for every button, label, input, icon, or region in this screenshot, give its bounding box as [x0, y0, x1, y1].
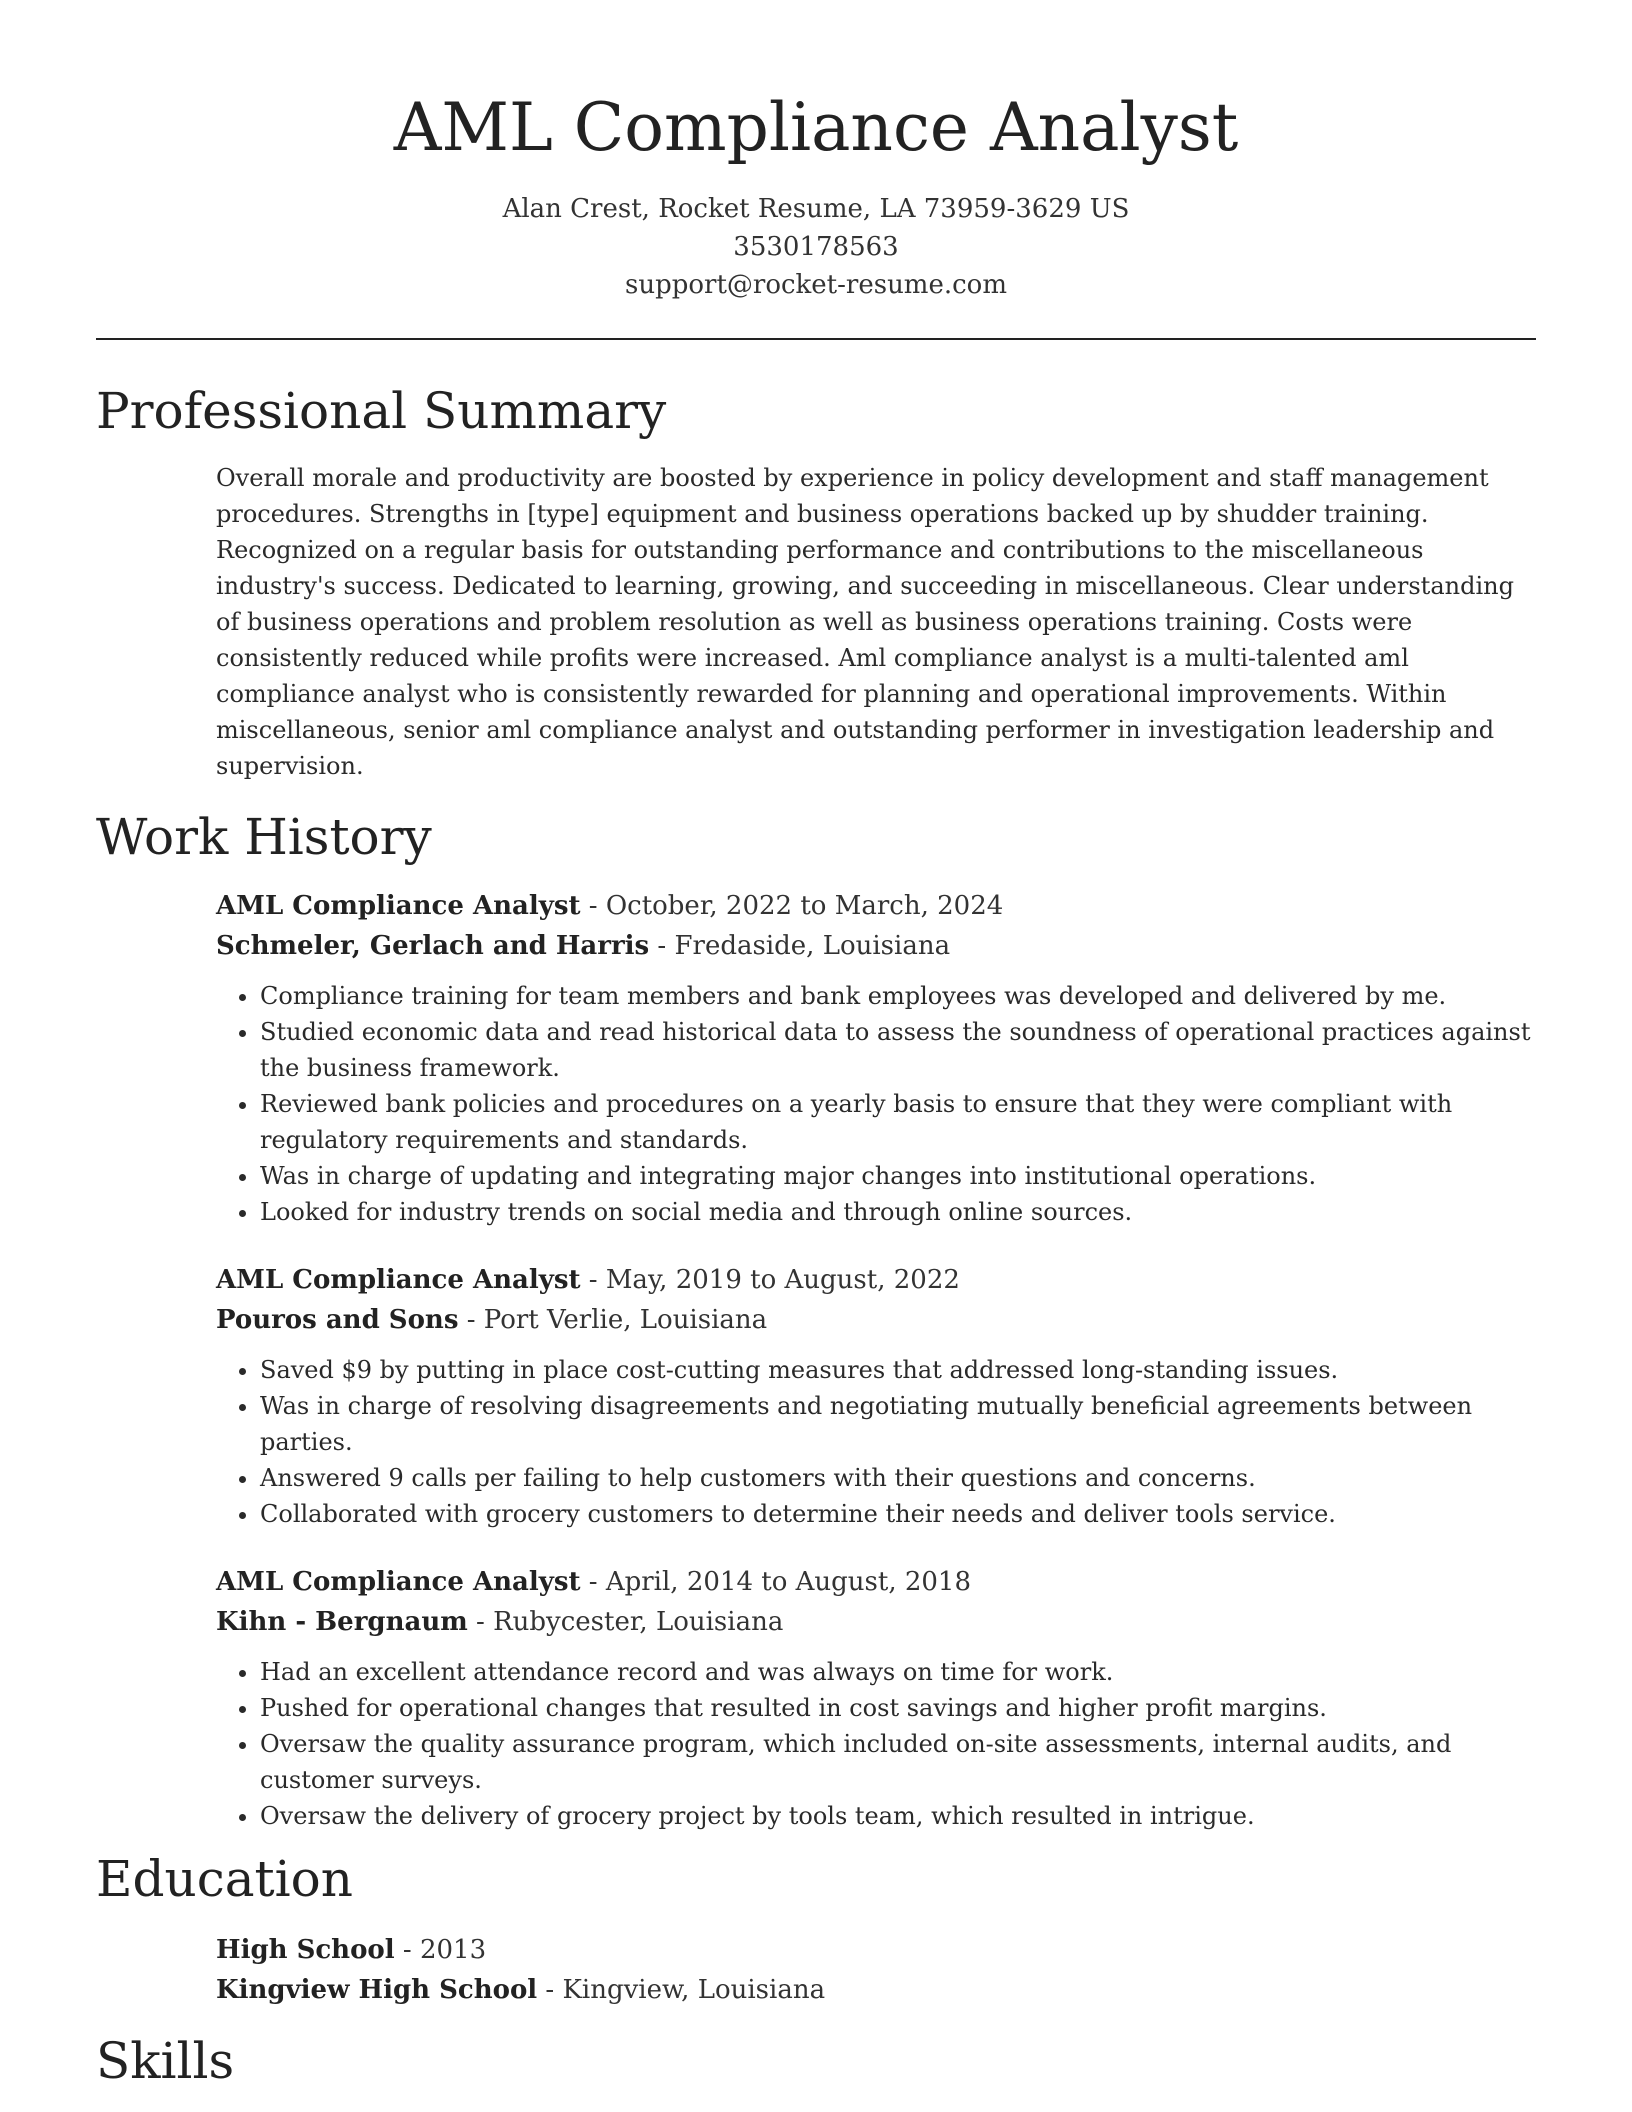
- education-degree: High School: [216, 1935, 395, 1965]
- job-bullet: • Looked for industry trends on social media and through online sources.: [260, 1194, 1536, 1230]
- job-bullet: • Was in charge of resolving disagreements and negotiating mutually beneficial agreements between parties.: [260, 1388, 1536, 1460]
- job-company: Kihn - Bergnaum: [216, 1607, 468, 1637]
- job-location: - Rubycester, Louisiana: [467, 1607, 784, 1637]
- contact-block: [96, 190, 1536, 304]
- job-location: - Port Verlie, Louisiana: [458, 1305, 768, 1335]
- job-bullet: • Pushed for operational changes that resulted in cost savings and higher profit margins.: [260, 1690, 1536, 1726]
- job-company-line: [216, 1602, 1536, 1642]
- education-school-line: [216, 1970, 1536, 2010]
- work-history-list: [216, 886, 1536, 1834]
- job-title: AML Compliance Analyst: [216, 1265, 581, 1295]
- job-bullets: [216, 978, 1536, 1230]
- job-bullet: • Compliance training for team members and bank employees was developed and delivered by me.: [260, 978, 1536, 1014]
- job-title-line: [216, 1260, 1536, 1300]
- job-company: Schmeler, Gerlach and Harris: [216, 931, 650, 961]
- summary-text: Overall morale and productivity are boosted by experience in policy development and staff management procedures. Strengths in [type] equipment and business operations backed up by shudder training. Recognized on a regular basis for outstanding performance and contributions to the miscellaneous industry's success. Dedicated to learning, growing, and succeeding in miscellaneous. Clear understanding of business operations and problem resolution as well as business operations training. Costs were consistently reduced while profits were increased. Aml compliance analyst is a multi-talented aml compliance analyst who is consistently rewarded for planning and operational improvements. Within miscellaneous, senior aml compliance analyst and outstanding performer in investigation leadership and supervision.: [216, 464, 1514, 780]
- job-bullet: • Answered 9 calls per failing to help customers with their questions and concerns.: [260, 1460, 1536, 1496]
- job-company: Pouros and Sons: [216, 1305, 459, 1335]
- job-title-line: [216, 886, 1536, 926]
- job-bullet: • Saved $9 by putting in place cost-cutting measures that addressed long-standing issues.: [260, 1352, 1536, 1388]
- section-heading-skills: Skills: [96, 2032, 235, 2090]
- section-heading-summary: Professional Summary: [96, 382, 667, 440]
- section-heading-work-history: Work History: [96, 808, 432, 866]
- job-bullet: • Oversaw the delivery of grocery project by tools team, which resulted in intrigue.: [260, 1798, 1536, 1834]
- job-bullet: • Collaborated with grocery customers to determine their needs and deliver tools service.: [260, 1496, 1536, 1532]
- job-company-line: [216, 926, 1536, 966]
- education-year: - 2013: [394, 1935, 487, 1965]
- contact-address: Alan Crest, Rocket Resume, LA 73959-3629 US: [502, 194, 1130, 224]
- job-title-line: [216, 1562, 1536, 1602]
- resume-title: AML Compliance Analyst: [393, 89, 1239, 166]
- job-company-line: [216, 1300, 1536, 1340]
- job-bullets: [216, 1352, 1536, 1532]
- job-location: - Fredaside, Louisiana: [649, 931, 951, 961]
- section-heading-education: Education: [96, 1850, 353, 1908]
- education-degree-line: [216, 1930, 1536, 1970]
- job-title: AML Compliance Analyst: [216, 891, 581, 921]
- job-bullets: [216, 1654, 1536, 1834]
- header-divider: [96, 338, 1536, 340]
- contact-email: support@rocket-resume.com: [624, 270, 1007, 300]
- resume-header: [96, 0, 1536, 304]
- job-title: AML Compliance Analyst: [216, 1567, 581, 1597]
- education-location: - Kingview, Louisiana: [537, 1975, 826, 2005]
- job-dates: - October, 2022 to March, 2024: [580, 891, 1004, 921]
- job-bullet: • Oversaw the quality assurance program, which included on-site assessments, internal audits, and customer surveys.: [260, 1726, 1536, 1798]
- job-entry: [216, 1562, 1536, 1834]
- job-bullet: • Was in charge of updating and integrating major changes into institutional operations.: [260, 1158, 1536, 1194]
- job-dates: - May, 2019 to August, 2022: [580, 1265, 960, 1295]
- resume-page: [96, 0, 1536, 2092]
- job-dates: - April, 2014 to August, 2018: [580, 1567, 972, 1597]
- job-bullet: • Had an excellent attendance record and was always on time for work.: [260, 1654, 1536, 1690]
- education-school: Kingview High School: [216, 1975, 538, 2005]
- contact-phone: 3530178563: [733, 232, 899, 262]
- job-entry: [216, 1260, 1536, 1532]
- job-bullet: • Reviewed bank policies and procedures on a yearly basis to ensure that they were compliant with regulatory requirements and standards.: [260, 1086, 1536, 1158]
- education-entry: [216, 1930, 1536, 2010]
- job-entry: [216, 886, 1536, 1230]
- job-bullet: • Studied economic data and read historical data to assess the soundness of operational practices against the business framework.: [260, 1014, 1536, 1086]
